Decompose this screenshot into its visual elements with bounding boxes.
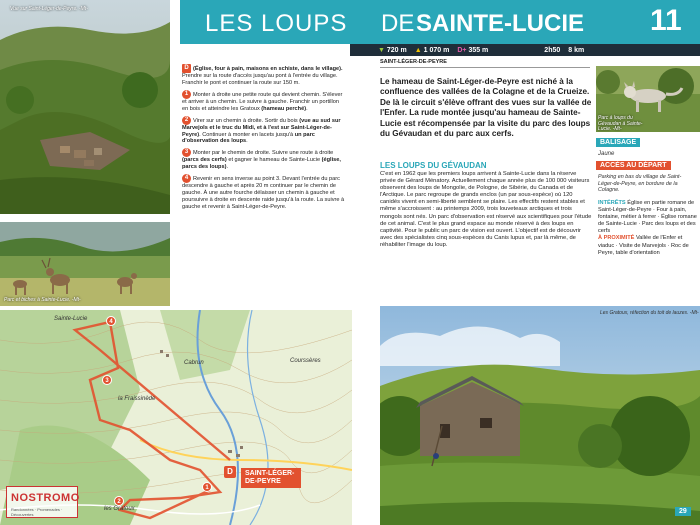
page-title-part1: LES LOUPS <box>205 10 348 37</box>
step-2: 2 Virer sur un chemin à droite. Sortir du bois (vue au sud sur Marvejols et le truc du Midi, et à l'est sur Saint-Léger-de-Peyre). Continuer à monter en lacets jusqu'à un parc d'observation des loups. <box>182 116 341 145</box>
map-start-badge: D <box>224 466 236 478</box>
interets-label: INTÉRÊTS <box>598 200 626 206</box>
gratoux-photo <box>380 306 700 525</box>
wolf-photo <box>596 66 700 132</box>
down-triangle-icon: ▼ <box>378 46 385 54</box>
logo-subtitle: Randonnées · Promenades · Découvertes <box>11 507 63 517</box>
wolf-caption: Parc à loups du Gévaudan à Sainte-Lucie. -Mt- <box>598 115 643 132</box>
acces-title: ACCÈS AU DÉPART <box>596 161 671 170</box>
step-1-badge: 1 <box>182 90 191 99</box>
distance-stat: 8 km <box>568 46 585 54</box>
page-number: 29 <box>675 507 691 516</box>
section-title: LES LOUPS DU GÉVAUDAN <box>380 161 487 170</box>
acces-text: Parking en bas du village de Saint-Léger-de-Peyre, en bordure de la Colagne. <box>598 174 682 194</box>
balisage-value: Jaune <box>598 151 615 157</box>
map-label-fraissinede: la Fraissinède <box>118 396 156 402</box>
proximite-label: À PROXIMITÉ <box>598 235 635 242</box>
step-3: 3 Monter par le chemin de droite. Suivre une route à droite (parcs des cerfs) et gagner le hameau de Sainte-Lucie (église, parcs des loups). <box>182 149 341 171</box>
deer-photo <box>0 222 170 306</box>
map-label-gratoux: les Gratoux <box>104 506 135 512</box>
map-label-sainte-lucie: Sainte-Lucie <box>54 316 88 322</box>
route-number: 11 <box>650 4 682 37</box>
duration-stat: 2h50 <box>544 46 561 54</box>
gratoux-caption: Les Gratoux, réfection du toit de lauzes. -Mt- <box>600 310 699 316</box>
map-marker-4: 4 <box>106 316 116 326</box>
map-marker-3: 3 <box>102 375 112 385</box>
valley-caption: Vue sur Saint-Léger-de-Peyre. -Mt- <box>10 6 88 12</box>
body-paragraph: C'est en 1962 que les premiers loups arrivent à Sainte-Lucie dans la réserve privée de Gérard Ménatory. Actuellement chaque année plus de 100 000 visiteurs observent des loups de Mongolie, de Pologne, de Sibérie, du Canada et de l'Arctique. Le parc regroupe de grands enclos (un par sous-espèce) où 120 canidés vivent en semi-liberté semblent se plaire. Les effectifs restent stables et même s'accroissent : au printemps 2009, trois louveteaux arctiques et trois mongols sont nés. Un parc d'observation est réservé aux scientifiques pour l'étude de cet animal. C'est le plus grand espace au monde réservé à des loups en captivité. Pour le public un parc de vision est ouvert. L'objectif est de découvrir avec des spécialistes cinq sous-espèces du Canis lupus et, par là même, de réhabiliter l'image du loup. <box>380 171 592 248</box>
interets-text: Église en partie romane de Saint-Léger-de-Peyre · Four à pain, fontaine, métier à ferrer · Église romane de Sainte-Lucie · Parc des loups et des cerfs <box>598 200 697 235</box>
elev-start-stat: ▼ 720 m <box>378 46 407 54</box>
step-2-badge: 2 <box>182 116 191 125</box>
page-title-part2: DE <box>381 10 415 37</box>
logo-name: NOSTROMO <box>11 492 80 504</box>
step-4: 4 Revenir en sens inverse au point 3. Devant l'entrée du parc descendre à gauche et après 20 m continuer par le chemin de gauche. À une autre fourche délaisser un chemin à gauche et poursuivre à droite en descente raide jusqu'à la route. La suivre à gauche et revenir à Saint-Léger-de-Peyre. <box>182 175 345 210</box>
map-place-label: SAINT-LÉGER-DE-PEYRE <box>241 468 301 488</box>
map-label-cabrun: Cabrun <box>184 360 204 366</box>
step-4-badge: 4 <box>182 174 191 183</box>
deer-caption: Parc et biches à Sainte-Lucie. -Mt- <box>4 297 81 303</box>
location-line: SAINT-LÉGER-DE-PEYRE <box>380 59 590 68</box>
map-marker-1: 1 <box>202 482 212 492</box>
nostromo-logo <box>6 486 78 518</box>
proximite-text: Vallée de l'Enfer et viaduc · Visite de Marvejols · Roc de Peyre, table d'orientation <box>598 235 689 256</box>
step-3-badge: 3 <box>182 148 191 157</box>
step-start-badge: D <box>182 64 191 73</box>
step-start: D (Église, four à pain, maisons en schiste, dans le village). Prendre sur la route d'accès jusqu'au pont à l'entrée du village. Franchir le pont et continuer la route sur 150 m. <box>182 65 343 86</box>
page-title-part3: SAINTE-LUCIE <box>416 10 584 37</box>
denivele-icon: D+ <box>457 46 467 54</box>
balisage-title: BALISAGE <box>596 138 640 147</box>
interets-block <box>598 200 698 257</box>
route-directions <box>182 64 346 214</box>
elev-max-stat: ▲ 1 070 m <box>414 46 450 54</box>
map-marker-2: 2 <box>114 496 124 506</box>
stats-bar <box>350 44 700 56</box>
map-label-coursseres: Courssères <box>290 358 321 364</box>
intro-paragraph: Le hameau de Saint-Léger-de-Peyre est niché à la confluence des vallées de la Colagne et de la Crueize. De là le circuit s'élève offrant des vues sur la vallée de l'Enfer. La rude montée jusqu'au hameau de Sainte-Lucie est récompensée par la visite du parc des loups du Gévaudan et du parc aux cerfs. <box>380 77 592 139</box>
step-1: 1 Monter à droite une petite route qui devient chemin. S'élever et arriver à un chemin. Le suivre à gauche. Franchir un portillon en bois et atteindre les Gratoux (hameau perché). <box>182 90 343 112</box>
up-triangle-icon: ▲ <box>414 46 422 54</box>
valley-photo <box>0 0 170 214</box>
denivele-stat: D+ 355 m <box>457 46 489 54</box>
